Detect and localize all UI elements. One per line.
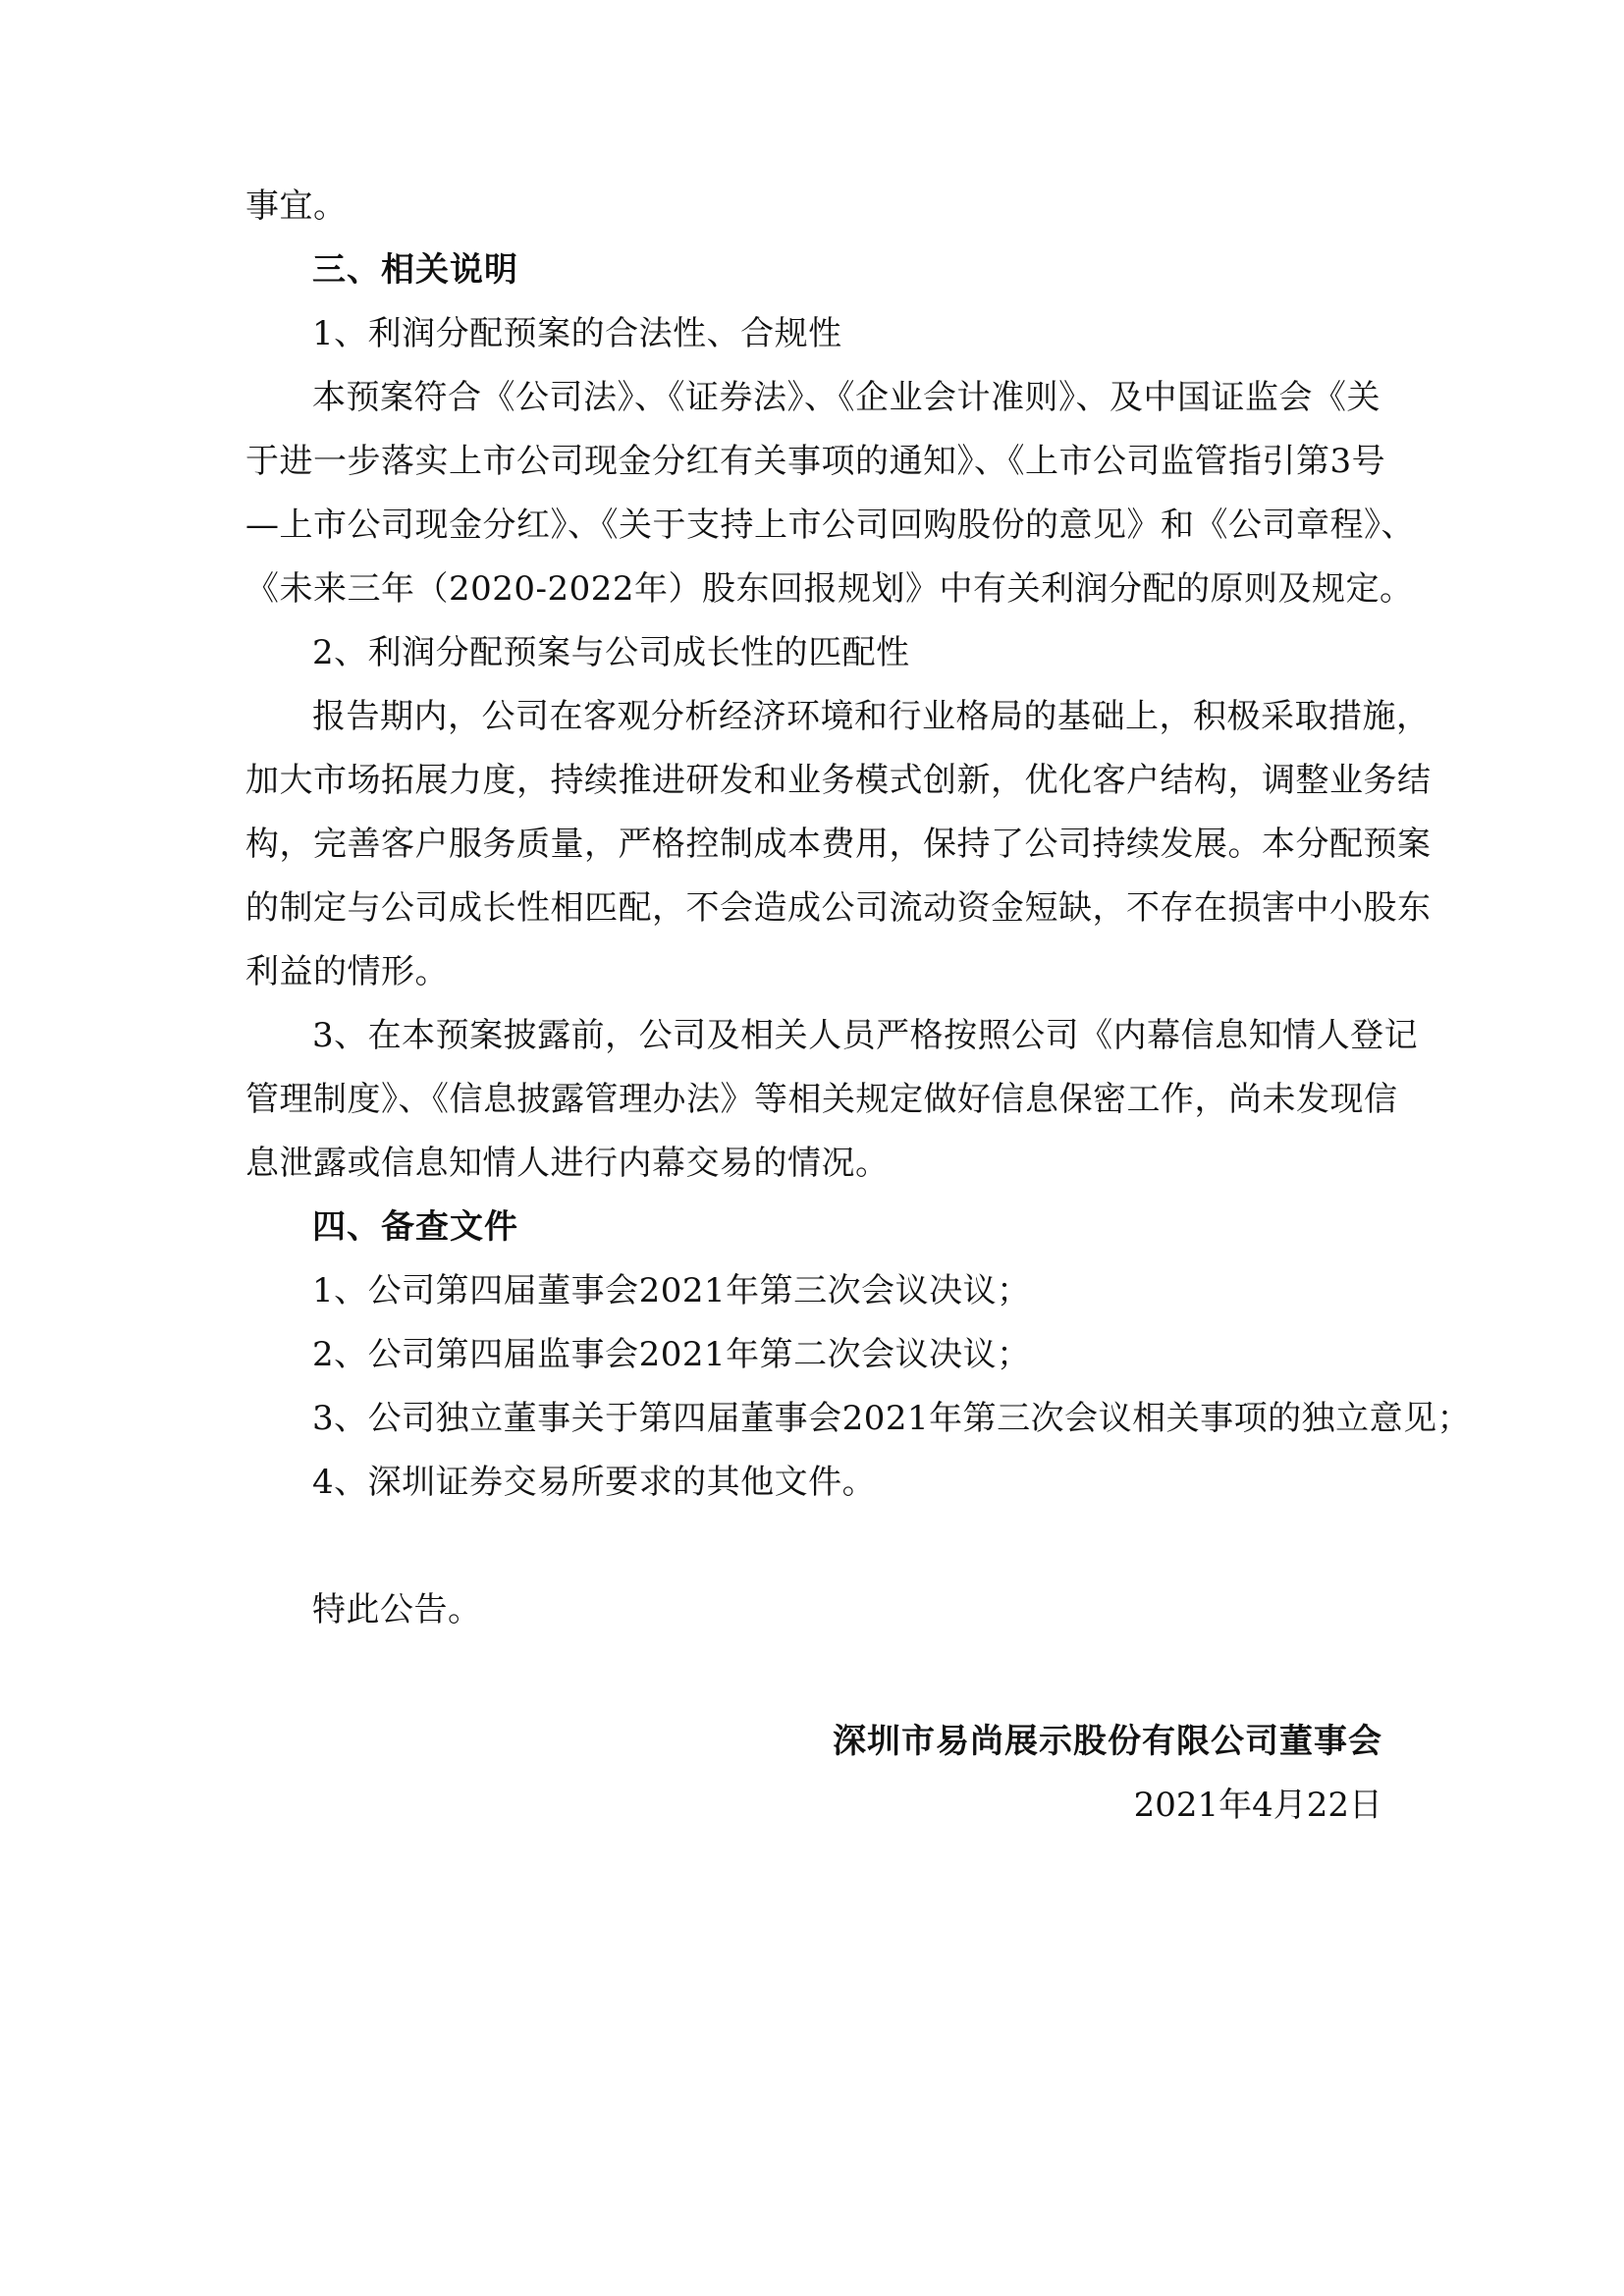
issue-date: 2021年4月22日	[1133, 1786, 1382, 1825]
text-line: 于进一步落实上市公司现金分红有关事项的通知》、《上市公司监管指引第3号	[245, 442, 1386, 481]
text-line: 的制定与公司成长性相匹配，不会造成公司流动资金短缺，不存在损害中小股东	[245, 888, 1432, 928]
text-line: 构，完善客户服务质量，严格控制成本费用，保持了公司持续发展。本分配预案	[245, 825, 1432, 864]
text-line: 报告期内，公司在客观分析经济环境和行业格局的基础上，积极采取措施，	[312, 697, 1431, 736]
list-item: 4、深圳证券交易所要求的其他文件。	[312, 1463, 877, 1502]
document-body	[245, 175, 1472, 1642]
text-line: 事宜。	[245, 187, 348, 226]
text-line: 《未来三年（2020-2022年）股东回报规划》中有关利润分配的原则及规定。	[245, 569, 1414, 609]
closing-statement: 特此公告。	[312, 1590, 482, 1629]
text-line: 3、在本预案披露前，公司及相关人员严格按照公司《内幕信息知情人登记	[312, 1016, 1419, 1055]
list-item: 3、公司独立董事关于第四届董事会2021年第三次会议相关事项的独立意见；	[312, 1399, 1472, 1438]
paragraph-gap	[245, 1515, 1388, 1578]
list-item: 1、公司第四届董事会2021年第三次会议决议；	[312, 1271, 1031, 1310]
text-line: 2、利润分配预案与公司成长性的匹配性	[312, 633, 910, 672]
text-line: 加大市场拓展力度，持续推进研发和业务模式创新，优化客户结构，调整业务结	[245, 761, 1432, 800]
text-line: 本预案符合《公司法》、《证券法》、《企业会计准则》、及中国证监会《关	[312, 378, 1380, 417]
list-item: 2、公司第四届监事会2021年第二次会议决议；	[312, 1335, 1031, 1374]
text-line: 管理制度》、《信息披露管理办法》等相关规定做好信息保密工作，尚未发现信	[245, 1080, 1398, 1119]
text-line: 利益的情形。	[245, 952, 449, 991]
text-line: 息泄露或信息知情人进行内幕交易的情况。	[245, 1144, 890, 1183]
text-line: 1、利润分配预案的合法性、合规性	[312, 314, 842, 353]
text-line: —上市公司现金分红》、《关于支持上市公司回购股份的意见》和《公司章程》、	[245, 506, 1415, 545]
issuing-organization: 深圳市易尚展示股份有限公司董事会	[833, 1722, 1382, 1761]
signature-block	[833, 1710, 1382, 1838]
section-heading-reference-documents: 四、备查文件	[312, 1207, 518, 1247]
section-heading-related-notes: 三、相关说明	[312, 250, 518, 290]
